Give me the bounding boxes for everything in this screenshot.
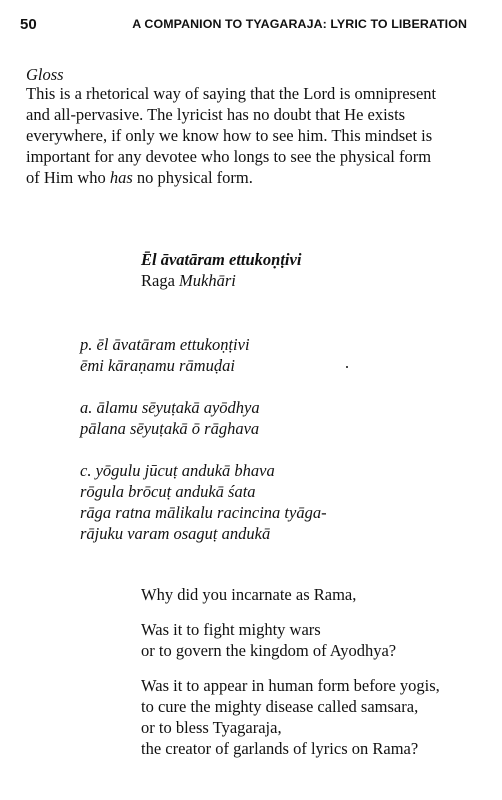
charanam-stanza: [80, 460, 327, 544]
translation-line: Why did you incarnate as Rama,: [141, 585, 357, 604]
gloss-line-end: no physical form.: [132, 168, 253, 187]
lyric-line: ēmi kāraṇamu rāmuḍai: [80, 356, 235, 375]
gloss-line: important for any devotee who longs to see the physical form: [26, 147, 432, 166]
page-header: [0, 16, 502, 36]
gloss-paragraph: [26, 83, 486, 188]
raga-line: [141, 271, 236, 291]
page-number: 50: [20, 16, 37, 33]
gloss-line: everywhere, if only we know how to see him. This mindset is: [26, 126, 433, 145]
gloss-emphasis: has: [109, 168, 133, 187]
translation-line: the creator of garlands of lyrics on Rama?: [141, 739, 419, 758]
running-title: A COMPANION TO TYAGARAJA: LYRIC TO LIBERATION: [132, 17, 467, 31]
gloss-line: [26, 167, 486, 188]
gloss-line-start: of Him who: [26, 168, 110, 187]
translation-line: or to bless Tyagaraja,: [141, 718, 282, 737]
translation-line: to cure the mighty disease called samsara,: [141, 697, 419, 716]
stanza-gap: [141, 661, 440, 675]
lyric-line: p. ēl āvatāram ettukoṇṭivi: [80, 335, 250, 354]
lyric-line: rājuku varam osaguṭ andukā: [80, 524, 271, 543]
lyric-line: rōgula brōcuṭ andukā śata: [80, 482, 256, 501]
pallavi-stanza: [80, 334, 250, 376]
gloss-line: and all-pervasive. The lyricist has no doubt that He exists: [26, 105, 406, 124]
anupallavi-stanza: [80, 397, 260, 439]
stanza-gap: [141, 605, 440, 619]
lyric-line: pālana sēyuṭakā ō rāghava: [80, 419, 260, 438]
translation-line: Was it to appear in human form before yogis,: [141, 676, 440, 695]
raga-name: Mukhāri: [179, 271, 236, 290]
lyric-line: a. ālamu sēyuṭakā ayōdhya: [80, 398, 260, 417]
song-title: Ēl āvatāram ettukoṇṭivi: [141, 250, 302, 269]
raga-label: Raga: [141, 271, 180, 290]
stray-dot-mark: [346, 366, 348, 368]
gloss-line: This is a rhetorical way of saying that the Lord is omnipresent: [26, 84, 437, 103]
translation-line: or to govern the kingdom of Ayodhya?: [141, 641, 397, 660]
gloss-heading: Gloss: [26, 65, 64, 84]
translation-line: Was it to fight mighty wars: [141, 620, 321, 639]
translation: [141, 584, 440, 759]
lyric-line: c. yōgulu jūcuṭ andukā bhava: [80, 461, 275, 480]
lyric-line: rāga ratna mālikalu racincina tyāga-: [80, 503, 327, 522]
